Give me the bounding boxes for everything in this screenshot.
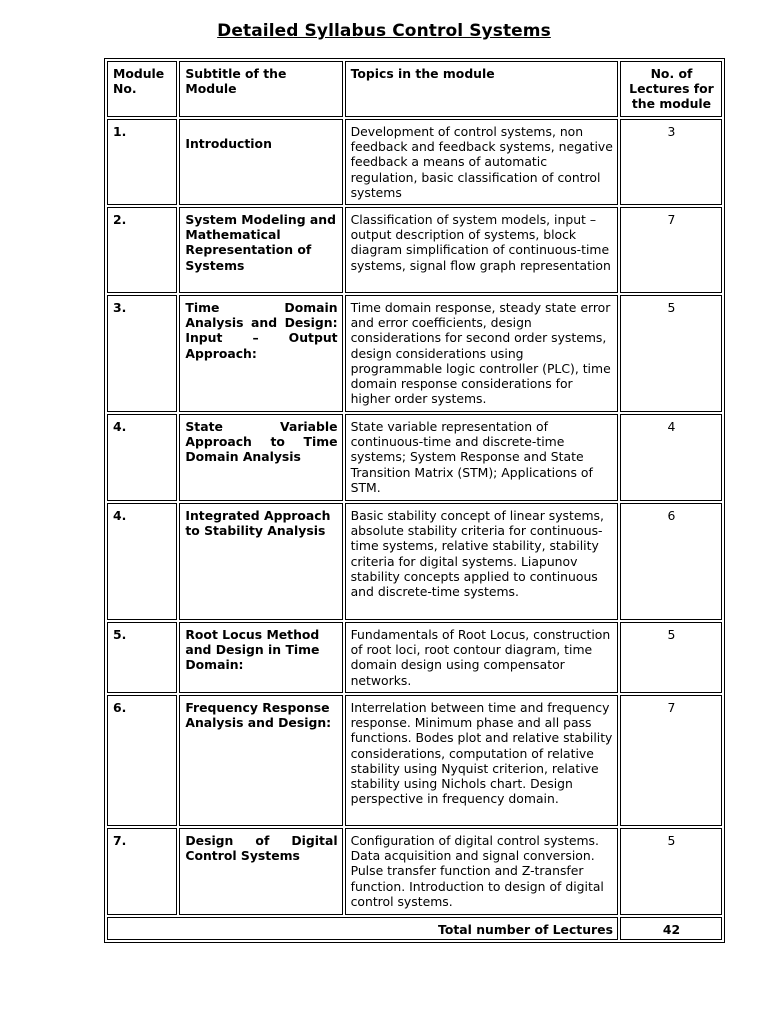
module-number: 7. [107, 828, 177, 915]
module-number: 4. [107, 503, 177, 620]
table-row [107, 207, 722, 293]
module-lectures: 5 [620, 622, 722, 693]
module-number: 6. [107, 695, 177, 826]
page-title: Detailed Syllabus Control Systems [217, 21, 551, 41]
module-topics: Classification of system models, input – output description of systems, block diagram simplification of continuous-time systems, signal flow graph representation [345, 207, 618, 293]
table-row [107, 503, 722, 620]
header-lectures: No. of Lectures for the module [620, 61, 722, 117]
module-number: 1. [107, 119, 177, 205]
table-row [107, 622, 722, 693]
module-topics: Configuration of digital control systems. Data acquisition and signal conversion. Pulse transfer function and Z-transfer function. Introduction to design of digital control systems. [345, 828, 618, 915]
syllabus-table [104, 58, 725, 943]
module-topics: Fundamentals of Root Locus, construction of root loci, root contour diagram, time domain design using compensator networks. [345, 622, 618, 693]
module-lectures: 7 [620, 695, 722, 826]
module-subtitle: Root Locus Method and Design in Time Domain: [179, 622, 342, 693]
total-row [107, 917, 722, 940]
module-subtitle: Time Domain Analysis and Design: Input – Output Approach: [179, 295, 342, 412]
table-row [107, 695, 722, 826]
module-number: 4. [107, 414, 177, 501]
module-lectures: 6 [620, 503, 722, 620]
module-subtitle: State Variable Approach to Time Domain Analysis [179, 414, 342, 501]
module-topics: State variable representation of continuous-time and discrete-time systems; System Response and State Transition Matrix (STM); Applications of STM. [345, 414, 618, 501]
total-lectures-label: Total number of Lectures [107, 917, 618, 940]
module-lectures: 7 [620, 207, 722, 293]
module-number: 2. [107, 207, 177, 293]
table-row [107, 119, 722, 205]
total-lectures-value: 42 [620, 917, 722, 940]
module-lectures: 5 [620, 828, 722, 915]
module-lectures: 3 [620, 119, 722, 205]
header-module-no: Module No. [107, 61, 177, 117]
table-row [107, 414, 722, 501]
module-subtitle: Design of Digital Control Systems [179, 828, 342, 915]
header-topics: Topics in the module [345, 61, 618, 117]
module-subtitle [179, 119, 342, 205]
module-topics: Time domain response, steady state error and error coefficients, design considerations for second order systems, design considerations using programmable logic controller (PLC), time domain response considerations for higher order systems. [345, 295, 618, 412]
table-row [107, 295, 722, 412]
header-subtitle: Subtitle of the Module [179, 61, 342, 117]
module-subtitle: Integrated Approach to Stability Analysis [179, 503, 342, 620]
module-topics: Development of control systems, non feedback and feedback systems, negative feedback a means of automatic regulation, basic classification of control systems [345, 119, 618, 205]
table-row [107, 828, 722, 915]
module-number: 3. [107, 295, 177, 412]
module-subtitle: System Modeling and Mathematical Representation of Systems [179, 207, 342, 293]
table-header-row [107, 61, 722, 117]
module-subtitle-text: Introduction [185, 136, 272, 151]
module-subtitle: Frequency Response Analysis and Design: [179, 695, 342, 826]
module-number: 5. [107, 622, 177, 693]
module-lectures: 5 [620, 295, 722, 412]
module-topics: Interrelation between time and frequency response. Minimum phase and all pass functions. Bodes plot and relative stability considerations, computation of relative stability using Nyquist criterion, relative stability using Nichols chart. Design perspective in frequency domain. [345, 695, 618, 826]
module-lectures: 4 [620, 414, 722, 501]
module-topics: Basic stability concept of linear systems, absolute stability criteria for continuous-time systems, relative stability, stability criteria for digital systems. Liapunov stability concepts applied to continuous and discrete-time systems. [345, 503, 618, 620]
